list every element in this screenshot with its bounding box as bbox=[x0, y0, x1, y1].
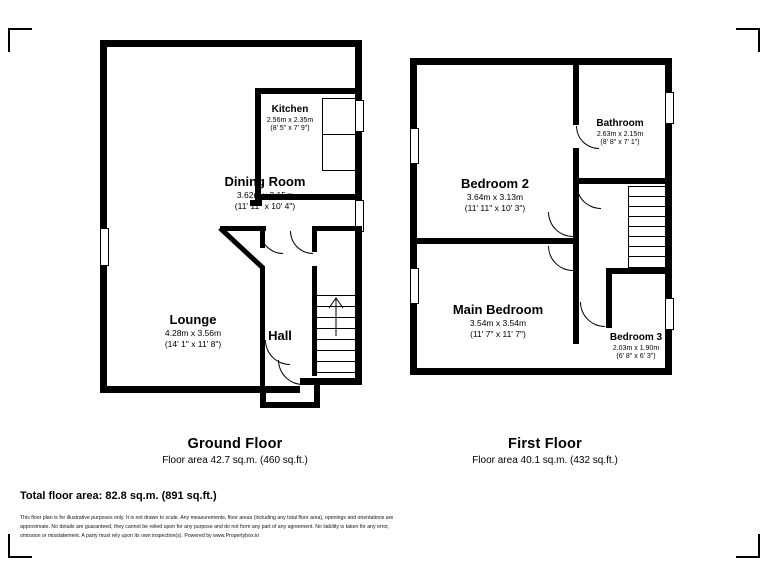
ff-wall-bottom bbox=[410, 368, 672, 375]
ground-floor-plan bbox=[100, 40, 370, 440]
ff-door-bathroom bbox=[576, 184, 601, 209]
ff-wall-top bbox=[410, 58, 672, 65]
gf-porch-bottom bbox=[260, 402, 320, 408]
room-label-bedroom-2: Bedroom 2 3.64m x 3.13m (11' 11" x 10' 3") bbox=[461, 176, 529, 213]
gf-kitchen-hob-divider bbox=[322, 134, 355, 135]
first-floor-plan bbox=[410, 40, 680, 440]
gf-hall-wall-diagonal-support bbox=[260, 266, 265, 386]
ff-window-right-bed3 bbox=[665, 298, 674, 330]
gf-wall-top bbox=[100, 40, 362, 47]
ff-wall-bed3-left bbox=[606, 268, 612, 328]
ff-staircase bbox=[628, 186, 666, 268]
room-label-hall: Hall bbox=[268, 328, 292, 343]
room-label-lounge: Lounge 4.28m x 3.56m (14' 1" x 11' 8") bbox=[164, 312, 222, 349]
ff-wall-landing-vertical bbox=[573, 65, 579, 125]
ff-door-bedroom3 bbox=[580, 302, 605, 327]
gf-wall-bottom-right bbox=[300, 378, 362, 385]
ff-window-left-bed2 bbox=[410, 128, 419, 164]
ff-wall-bed2-landing bbox=[410, 238, 578, 244]
ff-wall-left bbox=[410, 58, 417, 375]
crop-mark-top-right bbox=[736, 28, 760, 52]
first-floor-title: First Floor bbox=[508, 436, 582, 452]
gf-door-hall-kitchen bbox=[290, 231, 313, 254]
gf-kitchen-unit-bottom bbox=[322, 170, 355, 171]
ground-floor-title: Ground Floor bbox=[187, 436, 283, 452]
crop-mark-bottom-right bbox=[736, 534, 760, 558]
disclaimer-line-3: omission or misstatement. A party must rely upon its own inspection(s). Powered by www.Propertybox.io bbox=[20, 533, 260, 540]
ff-wall-landing-right bbox=[573, 208, 579, 344]
ff-door-bedroom2 bbox=[548, 212, 573, 237]
room-label-bedroom-3: Bedroom 3 2.03m x 1.90m (6' 8" x 6' 3") bbox=[609, 332, 663, 361]
room-label-bathroom: Bathroom 2.63m x 2.15m (8' 8" x 7' 1") bbox=[596, 118, 644, 147]
first-floor-title-block bbox=[395, 436, 695, 466]
room-label-dining-room: Dining Room 3.62m x 3.15m (11' 11" x 10' 4") bbox=[224, 174, 306, 211]
disclaimer bbox=[20, 514, 560, 541]
disclaimer-line-2: approximate. No details are guaranteed, they cannot be relied upon for any purpose and do not form any part of any agreement. No liability is taken for any error, bbox=[20, 524, 390, 531]
room-label-main-bedroom: Main Bedroom 3.54m x 3.54m (11' 7" x 11' 7") bbox=[452, 302, 544, 339]
gf-hall-wall-upper bbox=[312, 226, 362, 231]
gf-door-front bbox=[278, 360, 303, 385]
gf-porch-right bbox=[314, 378, 320, 408]
gf-staircase bbox=[317, 295, 355, 375]
gf-door-dining bbox=[260, 231, 283, 254]
gf-window-left-lounge bbox=[100, 228, 109, 266]
ff-wall-bed3-top bbox=[606, 268, 672, 274]
ff-door-main-bedroom bbox=[548, 246, 573, 271]
disclaimer-line-1: This floor plan is for illustrative purposes only. It is not drawn to scale. Any measurements, floor areas (including any total floor area), openings and orientations are bbox=[20, 515, 394, 521]
gf-wall-left bbox=[100, 40, 107, 393]
gf-window-right-kitchen bbox=[355, 100, 364, 132]
crop-mark-top-left bbox=[8, 28, 32, 52]
ground-floor-title-block bbox=[85, 436, 385, 466]
ground-floor-area: Floor area 42.7 sq.m. (460 sq.ft.) bbox=[162, 455, 308, 466]
ff-window-left-main bbox=[410, 268, 419, 304]
first-floor-area: Floor area 40.1 sq.m. (432 sq.ft.) bbox=[472, 455, 618, 466]
gf-wall-bottom bbox=[100, 386, 300, 393]
gf-kitchen-unit-top bbox=[322, 98, 355, 99]
room-label-kitchen: Kitchen 2.56m x 2.35m (8' 5" x 7' 9") bbox=[266, 104, 314, 133]
total-floor-area: Total floor area: 82.8 sq.m. (891 sq.ft.) bbox=[20, 490, 217, 502]
gf-kitchen-wall-top bbox=[255, 88, 362, 94]
